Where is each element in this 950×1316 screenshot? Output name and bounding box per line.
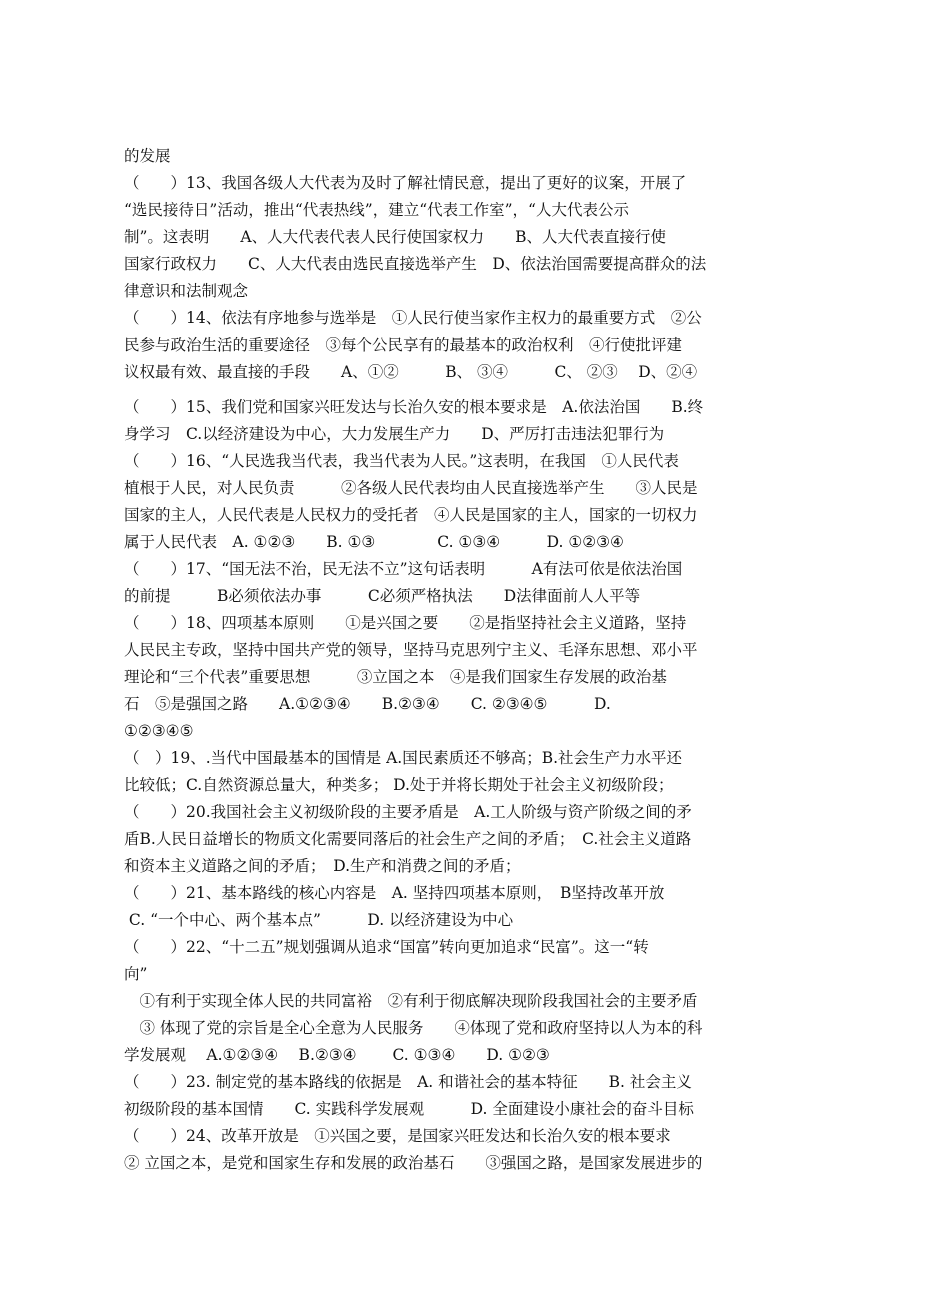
- text-line: 民参与政治生活的重要途径 ③每个公民享有的最基本的政治权利 ④行使批评建: [124, 336, 683, 354]
- text-line: （ ）14、依法有序地参与选举是 ①人民行使当家作主权力的最重要方式 ②公: [124, 309, 702, 327]
- text-line: 学发展观 A.①②③④ B.②③④ C. ①③④ D. ①②③: [124, 1046, 550, 1064]
- text-line: 植根于人民，对人民负责 ②各级人民代表均由人民直接选举产生 ③人民是: [124, 479, 698, 497]
- text-line: 人民民主专政，坚持中国共产党的领导，坚持马克思列宁主义、毛泽东思想、邓小平: [124, 641, 698, 659]
- text-line: 石 ⑤是强国之路 A.①②③④ B.②③④ C. ②③④⑤ D.: [124, 695, 611, 713]
- text-line: （ ）17、“国无法不治，民无法不立”这句话表明 A有法可依是依法治国: [124, 560, 683, 578]
- text-line: 制”。这表明 A、人大代表代表人民行使国家权力 B、人大代表直接行使: [124, 228, 667, 246]
- text-line: （ ）22、“十二五”规划强调从追求“国富”转向更加追求“民富”。这一“转: [124, 938, 649, 956]
- text-line: 向”: [124, 965, 148, 983]
- text-line: C. “一个中心、两个基本点” D. 以经济建设为中心: [124, 911, 514, 929]
- text-line: “选民接待日”活动，推出“代表热线”，建立“代表工作室”，“人大代表公示: [124, 201, 629, 219]
- text-line: （ ）15、我们党和国家兴旺发达与长治久安的根本要求是 A.依法治国 B.终: [124, 398, 704, 416]
- text-line: 和资本主义道路之间的矛盾； D.生产和消费之间的矛盾；: [124, 857, 521, 875]
- text-line: 比较低；C.自然资源总量大，种类多； D.处于并将长期处于社会主义初级阶段；: [124, 776, 674, 794]
- text-line: 的前提 B必须依法办事 C必须严格执法 D法律面前人人平等: [124, 587, 641, 605]
- text-line: ② 立国之本，是党和国家生存和发展的政治基石 ③强国之路，是国家发展进步的: [124, 1154, 703, 1172]
- text-line: （ ）21、基本路线的核心内容是 A. 坚持四项基本原则， B坚持改革开放: [124, 884, 665, 902]
- text-line: 国家的主人，人民代表是人民权力的受托者 ④人民是国家的主人，国家的一切权力: [124, 506, 698, 524]
- text-line: 初级阶段的基本国情 C. 实践科学发展观 D. 全面建设小康社会的奋斗目标: [124, 1100, 694, 1118]
- text-line: （ ）19、.当代中国最基本的国情是 A.国民素质还不够高；B.社会生产力水平还: [124, 749, 683, 767]
- text-line: 国家行政权力 C、人大代表由选民直接选举产生 D、依法治国需要提高群众的法: [124, 255, 707, 273]
- question-text-block: [124, 143, 804, 1177]
- text-line: 的发展: [124, 147, 171, 165]
- text-line: 属于人民代表 A. ①②③ B. ①③ C. ①③④ D. ①②③④: [124, 533, 624, 551]
- text-line: 议权最有效、最直接的手段 A、①② B、 ③④ C、 ②③ D、②④: [124, 363, 698, 381]
- text-line: （ ）18、四项基本原则 ①是兴国之要 ②是指坚持社会主义道路，坚持: [124, 614, 687, 632]
- text-line: ③ 体现了党的宗旨是全心全意为人民服务 ④体现了党和政府坚持以人为本的科: [124, 1019, 703, 1037]
- text-line: 身学习 C.以经济建设为中心，大力发展生产力 D、严厉打击违法犯罪行为: [124, 425, 665, 443]
- paragraph-gap: [124, 386, 804, 394]
- text-line: （ ）13、我国各级人大代表为及时了解社情民意，提出了更好的议案，开展了: [124, 174, 687, 192]
- text-line: 律意识和法制观念: [124, 282, 249, 300]
- text-line: ①②③④⑤: [124, 722, 194, 740]
- text-line: （ ）16、“人民选我当代表，我当代表为人民。”这表明，在我国 ①人民代表: [124, 452, 679, 470]
- text-line: （ ）20.我国社会主义初级阶段的主要矛盾是 A.工人阶级与资产阶级之间的矛: [124, 803, 692, 821]
- text-line: 理论和“三个代表”重要思想 ③立国之本 ④是我们国家生存发展的政治基: [124, 668, 667, 686]
- text-line: ①有利于实现全体人民的共同富裕 ②有利于彻底解决现阶段我国社会的主要矛盾: [124, 992, 698, 1010]
- text-line: （ ）24、改革开放是 ①兴国之要，是国家兴旺发达和长治久安的根本要求: [124, 1127, 671, 1145]
- text-line: （ ）23. 制定党的基本路线的依据是 A. 和谐社会的基本特征 B. 社会主义: [124, 1073, 692, 1091]
- text-line: 盾B.人民日益增长的物质文化需要同落后的社会生产之间的矛盾； C.社会主义道路: [124, 830, 692, 848]
